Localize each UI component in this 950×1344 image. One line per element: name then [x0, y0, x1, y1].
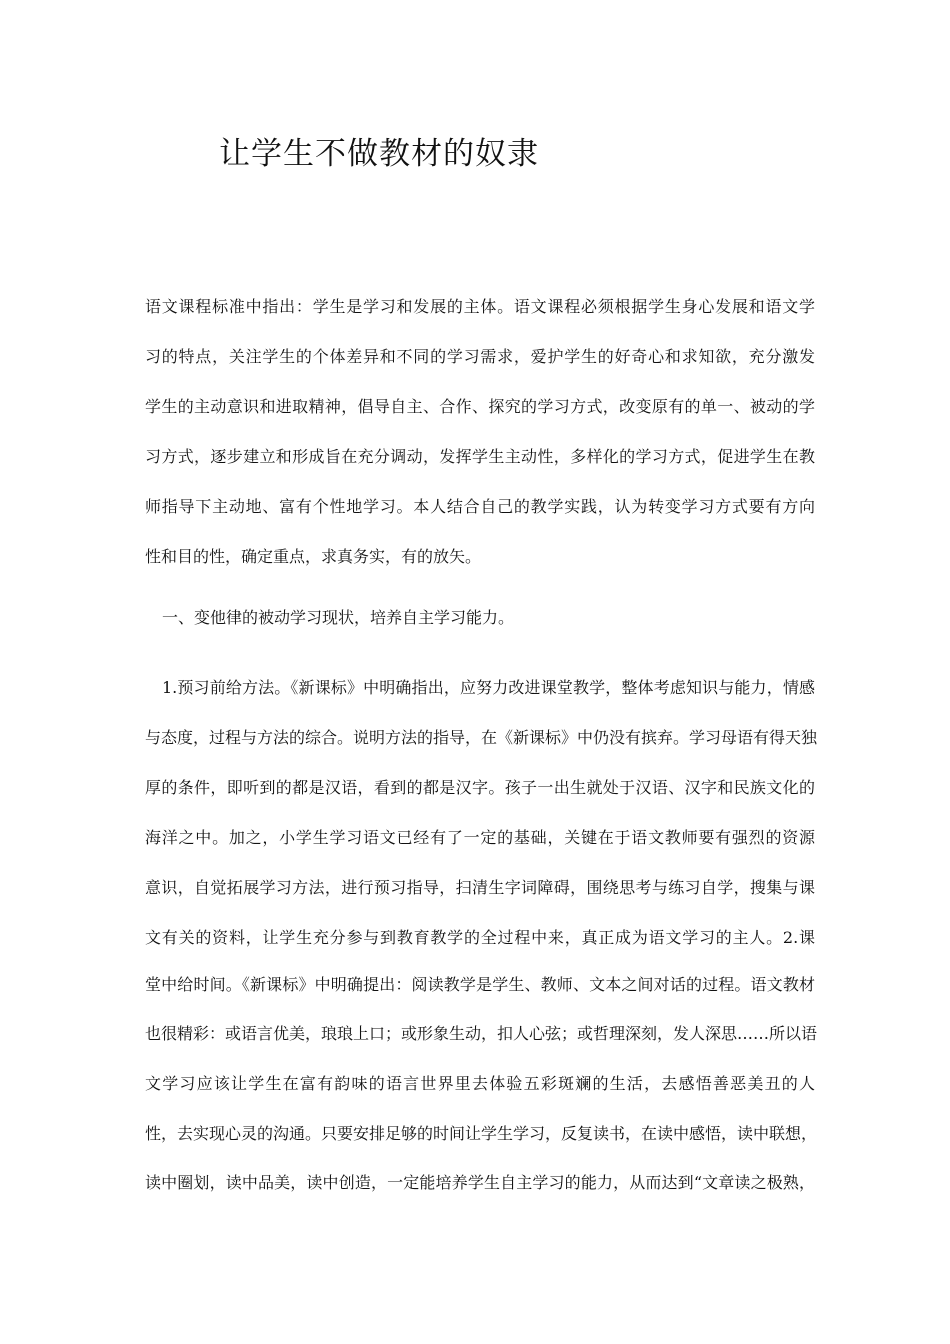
paragraph-line: 文有关的资料，让学生充分参与到教育教学的全过程中来，真正成为语文学习的主人。2.课	[145, 928, 815, 947]
paragraph-line: 习的特点，关注学生的个体差异和不同的学习需求，爱护学生的好奇心和求知欲，充分激发	[145, 347, 815, 366]
paragraph-line: 堂中给时间。《新课标》中明确提出：阅读教学是学生、教师、文本之间对话的过程。语文教材	[145, 975, 815, 994]
paragraph-line: 也很精彩：或语言优美，琅琅上口；或形象生动，扣人心弦；或哲理深刻，发人深思……所以语	[145, 1024, 818, 1043]
paragraph-line: 厚的条件，即听到的都是汉语，看到的都是汉字。孩子一出生就处于汉语、汉字和民族文化的	[145, 778, 815, 797]
section-heading: 一、变他律的被动学习现状，培养自主学习能力。	[162, 608, 515, 627]
paragraph-line: 文学习应该让学生在富有韵味的语言世界里去体验五彩斑斓的生活，去感悟善恶美丑的人	[145, 1074, 815, 1093]
paragraph-line: 1.预习前给方法。《新课标》中明确指出，应努力改进课堂教学，整体考虑知识与能力，情感	[162, 678, 815, 697]
paragraph-line: 语文课程标准中指出：学生是学习和发展的主体。语文课程必须根据学生身心发展和语文学	[145, 297, 815, 316]
paragraph-line: 与态度，过程与方法的综合。说明方法的指导，在《新课标》中仍没有摈弃。学习母语有得天独	[145, 728, 818, 747]
document-title: 让学生不做教材的奴隶	[219, 136, 539, 172]
paragraph-line: 读中圈划，读中品美，读中创造，一定能培养学生自主学习的能力，从而达到“文章读之极熟，	[145, 1173, 815, 1192]
paragraph-line: 性，去实现心灵的沟通。只要安排足够的时间让学生学习，反复读书，在读中感悟，读中联想，	[145, 1124, 818, 1143]
paragraph-line: 意识，自觉拓展学习方法，进行预习指导，扫清生字词障碍，围绕思考与练习自学，搜集与课	[145, 878, 815, 897]
paragraph-line: 学生的主动意识和进取精神，倡导自主、合作、探究的学习方式，改变原有的单一、被动的学	[145, 397, 815, 416]
paragraph-line: 性和目的性，确定重点，求真务实，有的放矢。	[145, 547, 482, 566]
paragraph-line: 师指导下主动地、富有个性地学习。本人结合自己的教学实践，认为转变学习方式要有方向	[145, 497, 815, 516]
paragraph-line: 习方式，逐步建立和形成旨在充分调动，发挥学生主动性，多样化的学习方式，促进学生在教	[145, 447, 815, 466]
paragraph-line: 海洋之中。加之，小学生学习语文已经有了一定的基础，关键在于语文教师要有强烈的资源	[145, 828, 815, 847]
